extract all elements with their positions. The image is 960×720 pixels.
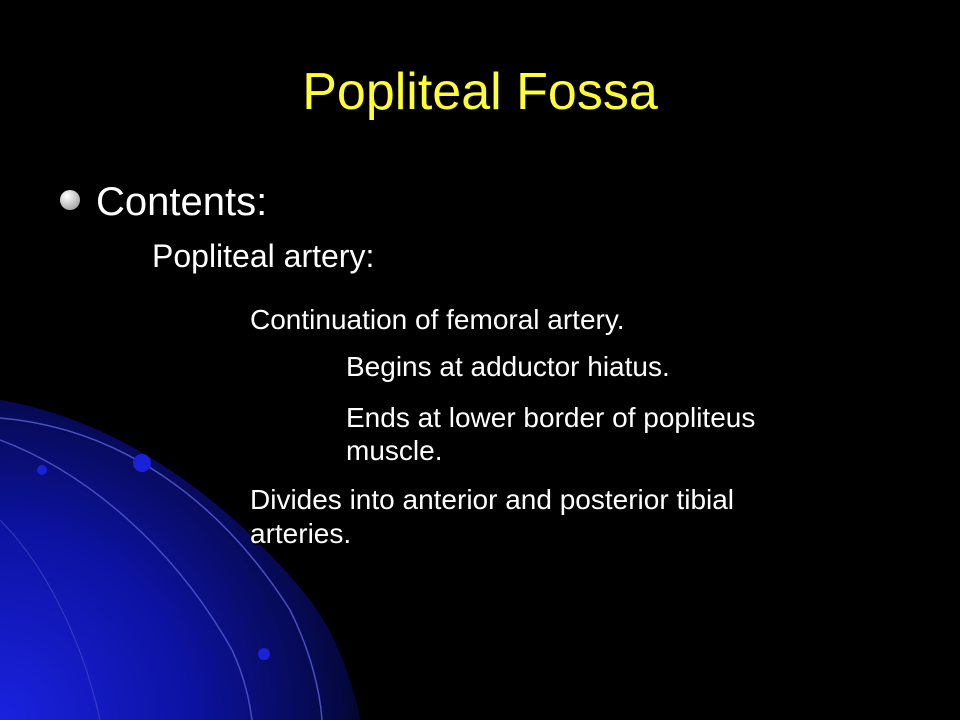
text-line-continuation: Continuation of femoral artery. (250, 304, 625, 335)
slide-title: Popliteal Fossa (302, 63, 658, 121)
bullet-icon (60, 190, 80, 210)
subheading-popliteal-artery: Popliteal artery: (152, 238, 375, 274)
text-line-begins: Begins at adductor hiatus. (346, 351, 670, 382)
orbit-dot-lower (258, 648, 270, 660)
text-line-ends-continued: muscle. (346, 435, 443, 466)
text-line-ends: Ends at lower border of popliteus (346, 402, 756, 433)
orbit-dot-small (37, 465, 47, 475)
text-line-divides: Divides into anterior and posterior tibial (250, 484, 735, 515)
bullet-contents-label: Contents: (96, 180, 268, 224)
orbit-dot-large (133, 454, 151, 472)
text-line-divides-continued: arteries. (250, 518, 352, 549)
blue-glow-shape (0, 400, 360, 720)
